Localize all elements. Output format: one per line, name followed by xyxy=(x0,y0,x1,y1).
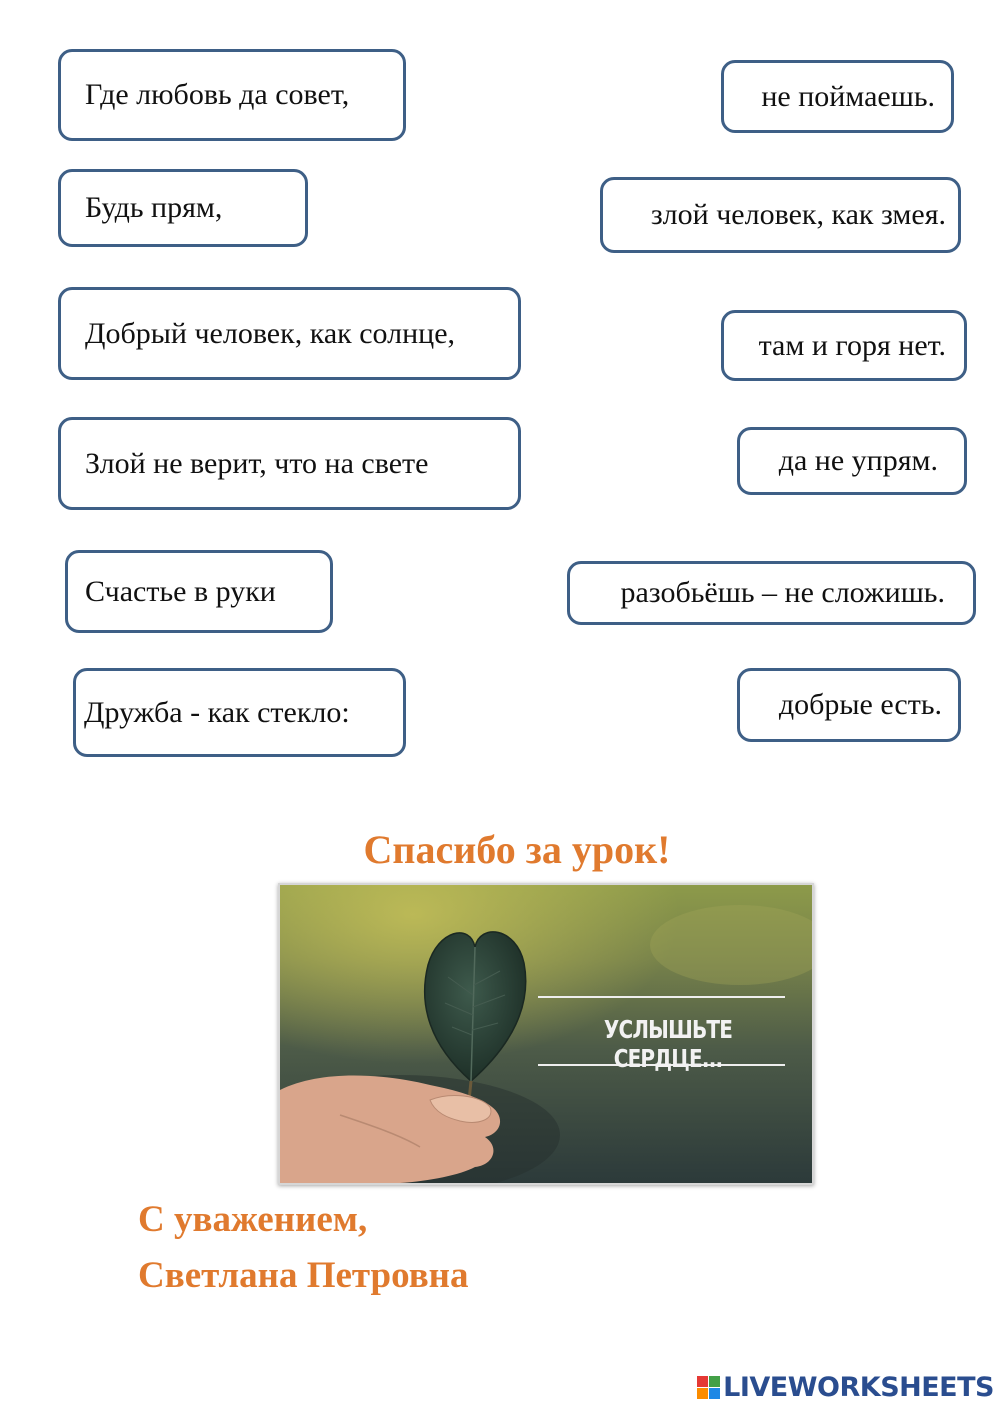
signature-line-1: С уважением, xyxy=(138,1199,368,1240)
brand-name: LIVEWORKSHEETS xyxy=(723,1372,994,1403)
left-card-2[interactable]: Будь прям, xyxy=(58,169,308,247)
left-card-6[interactable]: Дружба - как стекло: xyxy=(73,668,406,757)
left-card-4[interactable]: Злой не верит, что на свете xyxy=(58,417,521,510)
right-card-3[interactable]: там и горя нет. xyxy=(721,310,967,381)
left-card-5[interactable]: Счастье в руки xyxy=(65,550,333,633)
right-card-6[interactable]: добрые есть. xyxy=(737,668,961,742)
left-card-1[interactable]: Где любовь да совет, xyxy=(58,49,406,141)
right-card-2[interactable]: злой человек, как змея. xyxy=(600,177,961,253)
left-card-3[interactable]: Добрый человек, как солнце, xyxy=(58,287,521,380)
right-card-1[interactable]: не поймаешь. xyxy=(721,60,954,133)
thanks-title: Спасибо за урок! xyxy=(363,827,671,872)
liveworksheets-logo[interactable] xyxy=(697,1372,994,1403)
logo-square-blue xyxy=(709,1388,720,1399)
right-card-5[interactable]: разобьёшь – не сложишь. xyxy=(567,561,976,625)
logo-square-orange xyxy=(697,1388,708,1399)
right-card-4[interactable]: да не упрям. xyxy=(737,427,967,495)
signature-line-2: Светлана Петровна xyxy=(138,1255,469,1296)
liveworksheets-icon xyxy=(697,1376,720,1399)
photo-caption: УСЛЫШЬТЕ СЕРДЦЕ... xyxy=(603,1015,733,1073)
leaf-in-hand-photo xyxy=(278,883,814,1185)
logo-square-red xyxy=(697,1376,708,1387)
logo-square-green xyxy=(709,1376,720,1387)
